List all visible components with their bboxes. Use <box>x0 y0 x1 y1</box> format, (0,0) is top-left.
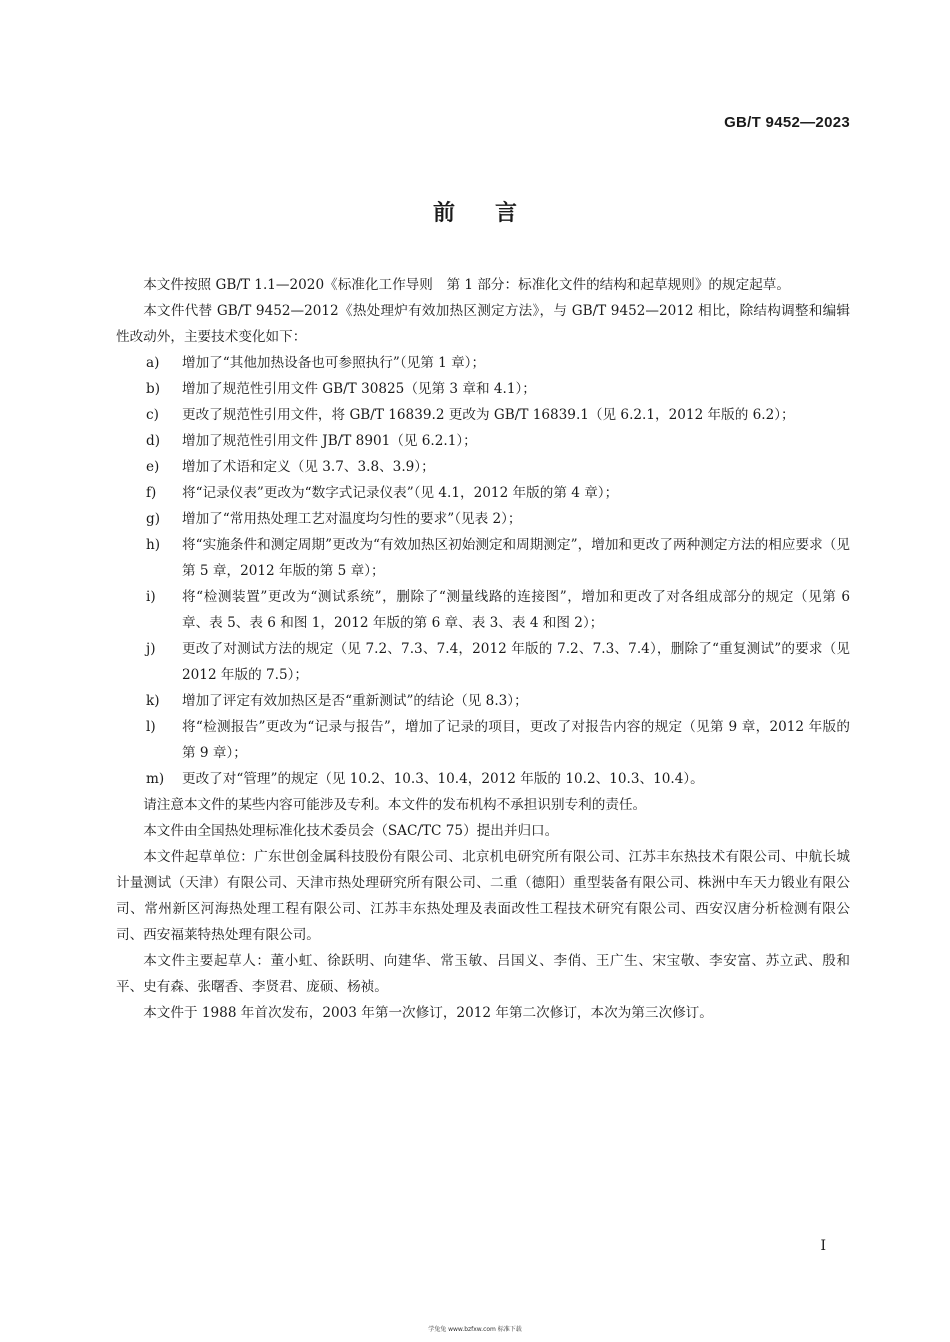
list-text: 增加了术语和定义（见 3.7、3.8、3.9）； <box>182 459 435 475</box>
drafting-units-paragraph: 本文件起草单位：广东世创金属科技股份有限公司、北京机电研究所有限公司、江苏丰东热技术有限公司、中航长城计量测试（天津）有限公司、天津市热处理研究所有限公司、二重（德阳）重型装备有限公司、株洲中车天力锻业有限公司、常州新区河海热处理工程有限公司、江苏丰东热处理及表面改性工程技术研究有限公司、西安汉唐分析检测有限公司、西安福莱特热处理有限公司。 <box>116 849 850 943</box>
list-marker: b) <box>146 381 161 397</box>
page-number: I <box>820 1238 826 1254</box>
list-item <box>116 428 850 454</box>
list-text: 增加了评定有效加热区是否“重新测试”的结论（见 8.3）； <box>182 693 528 709</box>
list-text: 增加了规范性引用文件 GB/T 30825（见第 3 章和 4.1）； <box>182 381 536 397</box>
page-title: 前言 <box>432 201 557 226</box>
drafters-paragraph: 本文件主要起草人：董小虹、徐跃明、向建华、常玉敏、吕国义、李俏、王广生、宋宝敬、李安富、苏立武、殷和平、史有森、张曙香、李贤君、庞硕、杨祯。 <box>116 953 850 995</box>
list-marker: f) <box>146 485 157 501</box>
list-marker: j) <box>146 641 156 657</box>
list-item <box>116 584 850 636</box>
list-marker: m) <box>146 771 165 787</box>
list-marker: e) <box>146 459 160 475</box>
list-marker: a) <box>146 355 160 371</box>
list-text: 将“实施条件和测定周期”更改为“有效加热区初始测定和周期测定”，增加和更改了两种测定方法的相应要求（见第 5 章，2012 年版的第 5 章）； <box>182 537 850 579</box>
list-marker: h) <box>146 537 161 553</box>
list-marker: l) <box>146 719 156 735</box>
list-item <box>116 636 850 688</box>
list-text: 更改了对“管理”的规定（见 10.2、10.3、10.4，2012 年版的 10.2、10.3、10.4）。 <box>182 771 704 787</box>
foreword-body <box>116 272 850 1026</box>
list-item <box>116 532 850 584</box>
list-marker: k) <box>146 693 160 709</box>
changes-list <box>116 350 850 792</box>
paragraph: 本文件按照 GB/T 1.1—2020《标准化工作导则 第 1 部分：标准化文件的结构和起草规则》的规定起草。 <box>143 277 790 293</box>
list-item <box>116 506 850 532</box>
list-text: 更改了对测试方法的规定（见 7.2、7.3、7.4，2012 年版的 7.2、7.3、7.4），删除了“重复测试”的要求（见 2012 年版的 7.5）； <box>182 641 850 683</box>
list-item <box>116 688 850 714</box>
list-marker: g) <box>146 511 161 527</box>
list-text: 增加了规范性引用文件 JB/T 8901（见 6.2.1）； <box>182 433 477 449</box>
paragraph: 本文件代替 GB/T 9452—2012《热处理炉有效加热区测定方法》，与 GB/T 9452—2012 相比，除结构调整和编辑性改动外，主要技术变化如下： <box>116 303 850 345</box>
list-item <box>116 454 850 480</box>
list-text: 增加了“常用热处理工艺对温度均匀性的要求”（见表 2）； <box>182 511 522 527</box>
list-item <box>116 480 850 506</box>
list-text: 将“记录仪表”更改为“数字式记录仪表”（见 4.1，2012 年版的第 4 章）； <box>182 485 619 501</box>
committee-paragraph: 本文件由全国热处理标准化技术委员会（SAC/TC 75）提出并归口。 <box>143 823 559 839</box>
list-item <box>116 402 850 428</box>
list-item <box>116 714 850 766</box>
list-marker: d) <box>146 433 161 449</box>
list-item <box>116 766 850 792</box>
standard-code: GB/T 9452—2023 <box>724 114 850 131</box>
list-text: 将“检测报告”更改为“记录与报告”，增加了记录的项目，更改了对报告内容的规定（见第 9 章，2012 年版的第 9 章）； <box>182 719 850 761</box>
footer-watermark: 学兔兔 www.bzfxw.com 标准下载 <box>428 1326 522 1333</box>
list-text: 更改了规范性引用文件，将 GB/T 16839.2 更改为 GB/T 16839.1（见 6.2.1，2012 年版的 6.2）； <box>182 407 795 423</box>
patent-notice: 请注意本文件的某些内容可能涉及专利。本文件的发布机构不承担识别专利的责任。 <box>143 797 647 813</box>
list-text: 将“检测装置”更改为“测试系统”，删除了“测量线路的连接图”，增加和更改了对各组成部分的规定（见第 6 章、表 5、表 6 和图 1，2012 年版的第 6 章、表 3、表 4 和图 2）； <box>182 589 850 631</box>
list-marker: i) <box>146 589 156 605</box>
list-marker: c) <box>146 407 159 423</box>
list-item <box>116 350 850 376</box>
list-item <box>116 376 850 402</box>
list-text: 增加了“其他加热设备也可参照执行”（见第 1 章）； <box>182 355 486 371</box>
history-paragraph: 本文件于 1988 年首次发布，2003 年第一次修订，2012 年第二次修订，本次为第三次修订。 <box>143 1005 713 1021</box>
